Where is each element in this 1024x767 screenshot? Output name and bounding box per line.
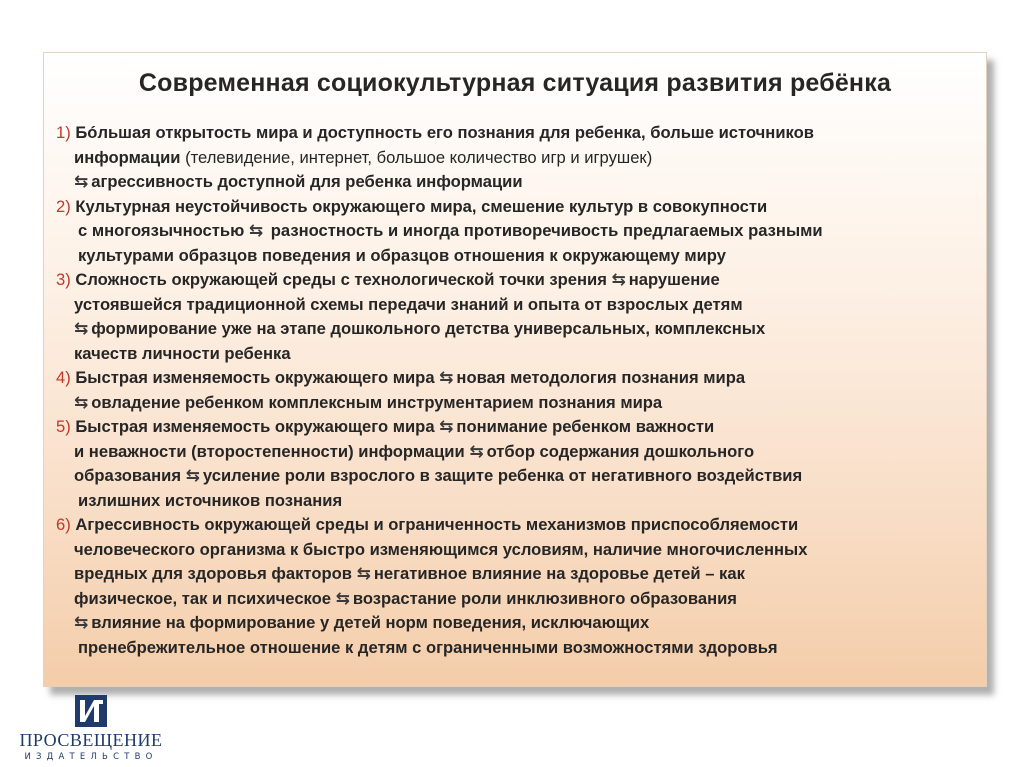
item-line — [56, 268, 980, 293]
item-text: Сложность окружающей среды с технологической точки зрения — [75, 270, 612, 289]
item-number: 4) — [56, 368, 76, 387]
exchange-arrows-icon: ⇆ — [74, 319, 89, 338]
item-line — [56, 170, 980, 195]
item-text: человеческого организма к быстро изменяющимся условиям, наличие многочисленных — [74, 539, 808, 559]
exchange-arrows-icon: ⇆ — [469, 441, 484, 461]
item-line — [56, 538, 980, 563]
item-text: вредных для здоровья факторов — [74, 564, 357, 583]
item-line — [56, 636, 980, 661]
item-text: излишних источников познания — [78, 490, 343, 510]
item-number: 3) — [56, 270, 76, 289]
exchange-arrows-icon: ⇆ — [439, 417, 454, 436]
exchange-arrows-icon: ⇆ — [74, 613, 89, 632]
list-item — [56, 268, 980, 366]
prosveshchenie-logo-icon — [74, 694, 108, 728]
item-text: Агрессивность окружающей среды и ограниченность механизмов приспособляемости — [75, 515, 799, 534]
item-text: понимание ребенком важности — [456, 417, 715, 436]
item-text: Быстрая изменяемость окружающего мира — [75, 417, 440, 436]
item-line — [56, 415, 980, 440]
item-line — [56, 342, 980, 367]
slide-card — [43, 52, 987, 687]
item-text: (телевидение, интернет, большое количество игр и игрушек) — [180, 147, 653, 167]
item-line — [56, 317, 980, 342]
item-text: влияние на формирование у детей норм поведения, исключающих — [91, 613, 650, 632]
logo-subtitle: ИЗДАТЕЛЬСТВО — [24, 752, 158, 762]
item-text: нарушение — [628, 270, 720, 289]
item-line — [56, 489, 980, 514]
item-text: разностность и иногда противоречивость предлагаемых разными — [266, 221, 823, 240]
item-text: устоявшейся традиционной схемы передачи знаний и опыта от взрослых детям — [74, 294, 743, 314]
item-text: формирование уже на этапе дошкольного детства универсальных, комплексных — [91, 319, 766, 338]
item-number: 2) — [56, 196, 76, 216]
item-line — [56, 121, 980, 146]
item-text: отбор содержания дошкольного — [486, 441, 755, 461]
item-text: Бóльшая открытость мира и доступность его познания для ребенка, больше источников — [75, 123, 814, 142]
exchange-arrows-icon: ⇆ — [74, 392, 89, 412]
item-line — [56, 366, 980, 391]
exchange-arrows-icon: ⇆ — [356, 564, 371, 583]
item-line — [56, 611, 980, 636]
publisher-logo — [6, 690, 176, 764]
exchange-arrows-icon: ⇆ — [611, 270, 626, 289]
item-line — [56, 391, 980, 416]
item-text: новая методология познания мира — [456, 368, 746, 387]
item-text: Культурная неустойчивость окружающего мира, смешение культур в совокупности — [75, 196, 768, 216]
item-line — [56, 587, 980, 612]
item-text: с многоязычностью — [78, 221, 249, 240]
list-item — [56, 195, 980, 269]
item-number: 6) — [56, 515, 76, 534]
item-text: агрессивность доступной для ребенка информации — [91, 172, 523, 191]
exchange-arrows-icon: ⇆ — [74, 172, 89, 191]
item-text: информации — [74, 147, 181, 167]
exchange-arrows-icon: ⇆ — [335, 588, 350, 608]
item-text: культурами образцов поведения и образцов отношения к окружающему миру — [78, 245, 726, 265]
list-item — [56, 415, 980, 513]
item-list — [56, 121, 980, 660]
item-text: физическое, так и психическое — [74, 588, 336, 608]
item-text: качеств личности ребенка — [74, 343, 291, 363]
item-line — [56, 244, 980, 269]
item-line — [56, 146, 980, 171]
item-number: 1) — [56, 123, 76, 142]
exchange-arrows-icon: ⇆ — [248, 221, 264, 240]
item-line — [56, 562, 980, 587]
item-text: и неважности (второстепенности) информации — [74, 441, 470, 461]
list-item — [56, 513, 980, 660]
item-line — [56, 219, 980, 244]
item-text: овладение ребенком комплексным инструментарием познания мира — [91, 392, 663, 412]
item-text: негативное влияние на здоровье детей – как — [373, 564, 745, 583]
item-line — [56, 440, 980, 465]
exchange-arrows-icon: ⇆ — [439, 368, 454, 387]
item-line — [56, 464, 980, 489]
item-text: образования — [74, 466, 186, 485]
logo-name: ПРОСВЕЩЕНИЕ — [19, 730, 163, 750]
item-text: возрастание роли инклюзивного образования — [352, 588, 737, 608]
item-line — [56, 513, 980, 538]
slide-title: Современная социокультурная ситуация развития ребёнка — [138, 69, 892, 97]
item-text: Быстрая изменяемость окружающего мира — [75, 368, 440, 387]
list-item — [56, 366, 980, 415]
item-text: пренебрежительное отношение к детям с ограниченными возможностями здоровья — [78, 637, 778, 657]
item-text: усиление роли взрослого в защите ребенка от негативного воздействия — [202, 466, 803, 485]
item-line — [56, 293, 980, 318]
item-line — [56, 195, 980, 220]
list-item — [56, 121, 980, 195]
exchange-arrows-icon: ⇆ — [185, 466, 200, 485]
item-number: 5) — [56, 417, 76, 436]
